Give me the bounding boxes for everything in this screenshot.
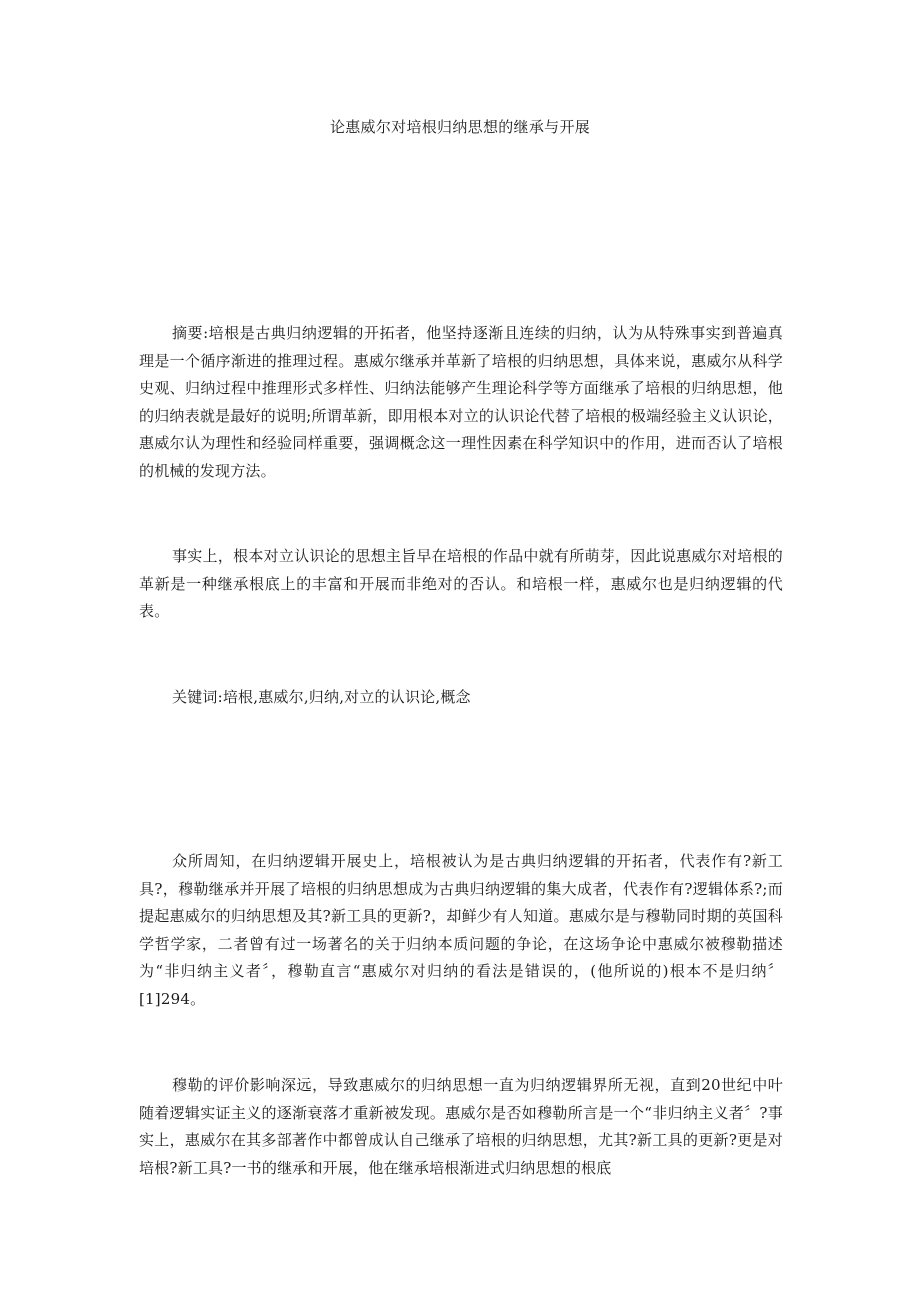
- body-paragraph-history: 众所周知，在归纳逻辑开展史上，培根被认为是古典归纳逻辑的开拓者，代表作有?新工具?，穆勒继承并开展了培根的归纳思想成为古典归纳逻辑的集大成者，代表作有?逻辑体系?;而提起惠威尔的归纳思想及其?新工具的更新?，却鲜少有人知道。惠威尔是与穆勒同时期的英国科学哲学家，二者曾有过一场著名的关于归纳本质问题的争论，在这场争论中惠威尔被穆勒描述为“非归纳主义者〞，穆勒直言“惠威尔对归纳的看法是错误的，(他所说的)根本不是归纳〞[1]294。: [139, 852, 783, 1008]
- body-paragraph-fact: 事实上，根本对立认识论的思想主旨早在培根的作品中就有所萌芽，因此说惠威尔对培根的革新是一种继承根底上的丰富和开展而非绝对的否认。和培根一样，惠威尔也是归纳逻辑的代表。: [139, 547, 783, 620]
- document-title: 论惠威尔对培根归纳思想的继承与开展: [329, 118, 591, 136]
- keywords-paragraph: 关键词:培根,惠威尔,归纳,对立的认识论,概念: [172, 688, 471, 706]
- body-paragraph-mill: 穆勒的评价影响深远，导致惠威尔的归纳思想一直为归纳逻辑界所无视，直到20世纪中叶随着逻辑实证主义的逐渐衰落才重新被发现。惠威尔是否如穆勒所言是一个“非归纳主义者〞?事实上，惠威尔在其多部著作中都曾成认自己继承了培根的归纳思想，尤其?新工具的更新?更是对培根?新工具?一书的继承和开展，他在继承培根渐进式归纳思想的根底: [139, 1076, 783, 1177]
- abstract-paragraph: 摘要:培根是古典归纳逻辑的开拓者，他坚持逐渐且连续的归纳，认为从特殊事实到普遍真理是一个循序渐进的推理过程。惠威尔继承并革新了培根的归纳思想，具体来说，惠威尔从科学史观、归纳过程中推理形式多样性、归纳法能够产生理论科学等方面继承了培根的归纳思想，他的归纳表就是最好的说明;所谓革新，即用根本对立的认识论代替了培根的极端经验主义认识论，惠威尔认为理性和经验同样重要，强调概念这一理性因素在科学知识中的作用，进而否认了培根的机械的发现方法。: [139, 324, 783, 480]
